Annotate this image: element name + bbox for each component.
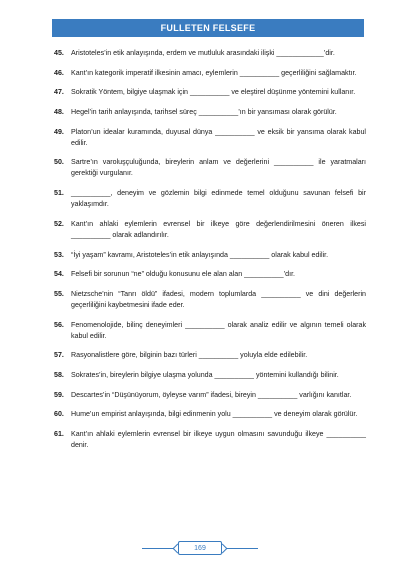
question-58: [54, 370, 366, 381]
question-list: [54, 48, 366, 460]
question-number: 51.: [54, 189, 64, 198]
question-text: Felsefi bir sorunun “ne” olduğu konusunu ele alan alan __________’dır.: [71, 270, 296, 279]
question-text: “İyi yaşam” kavramı, Aristoteles’in etik anlayışında __________ olarak kabul edilir.: [71, 250, 329, 259]
question-52: [54, 219, 366, 241]
question-57: [54, 350, 366, 361]
header-title: FULLETEN FELSEFE: [52, 19, 364, 37]
question-number: 48.: [54, 108, 64, 117]
question-54: [54, 269, 366, 280]
question-47: [54, 87, 366, 98]
question-56: [54, 320, 366, 342]
page-number: 169: [178, 541, 222, 555]
question-number: 57.: [54, 351, 64, 360]
question-61: [54, 429, 366, 451]
question-number: 46.: [54, 68, 64, 77]
question-text: __________, deneyim ve gözlemin bilgi edinmede temel olduğunu savunan felsefi bir yaklaşımdır.: [71, 189, 368, 209]
question-number: 61.: [54, 430, 64, 438]
question-text: Descartes’in “Düşünüyorum, öyleyse varım” ifadesi, bireyin __________ varlığını kanıtlar.: [71, 390, 352, 399]
question-59: [54, 390, 366, 401]
question-number: 56.: [54, 320, 64, 329]
question-number: 59.: [54, 390, 64, 399]
question-51: [54, 188, 366, 210]
question-number: 47.: [54, 88, 64, 97]
question-text: Rasyonalistlere göre, bilginin bazı türleri __________ yoluyla elde edilebilir.: [71, 351, 308, 360]
question-text: Nietzsche’nin “Tanrı öldü” ifadesi, modern toplumlarda __________ ve dini değerlerin geçerliliğini kaybetmesini ifade eder.: [71, 289, 368, 309]
question-number: 54.: [54, 270, 64, 279]
question-text: Kant’ın ahlaki eylemlerin evrensel bir ilkeye uygun olmasını savunduğu ilkeye __________ denir.: [71, 430, 368, 449]
question-number: 60.: [54, 410, 64, 419]
question-text: Platon’un idealar kuramında, duyusal dünya __________ ve eksik bir yansıma olarak kabul edilir.: [71, 127, 368, 147]
question-text: Sokratik Yöntem, bilgiye ulaşmak için __________ ve eleştirel düşünme yöntemini kullanır.: [71, 88, 356, 97]
question-text: Fenomenolojide, bilinç deneyimleri __________ olarak analiz edilir ve algının temeli olarak kabul edilir.: [71, 320, 368, 340]
question-text: Aristoteles’in etik anlayışında, erdem ve mutluluk arasındaki ilişki ____________’dir.: [71, 49, 335, 57]
question-text: Kant’ın kategorik imperatif ilkesinin amacı, eylemlerin __________ geçerliliğini sağlamaktır.: [71, 68, 357, 77]
question-number: 52.: [54, 219, 64, 228]
question-text: Hume’un empirist anlayışında, bilgi edinmenin yolu __________ ve deneyim olarak görülür.: [71, 410, 358, 419]
question-53: [54, 250, 366, 261]
question-number: 45.: [54, 49, 64, 57]
question-number: 53.: [54, 250, 64, 259]
question-text: Sartre’ın varoluşçuluğunda, bireylerin anlam ve değerlerini __________ ile yaratmaları gerektiği vurgulanır.: [71, 158, 368, 178]
question-text: Hegel’in tarih anlayışında, tarihsel süreç __________’ın bir yansıması olarak görülür.: [71, 108, 337, 117]
question-46: [54, 68, 366, 79]
question-number: 49.: [54, 127, 64, 136]
footer-divider-left: [142, 548, 174, 549]
question-49: [54, 127, 366, 149]
page-footer: [0, 540, 400, 558]
footer-divider-right: [226, 548, 258, 549]
question-number: 50.: [54, 158, 64, 167]
question-55: [54, 289, 366, 311]
question-50: [54, 157, 366, 179]
question-text: Kant’ın ahlaki eylemlerin evrensel bir ilkeye göre değerlendirilmesini öneren ilkesi __________ olarak adlandırılır.: [71, 219, 368, 239]
question-60: [54, 409, 366, 420]
question-number: 58.: [54, 370, 64, 379]
question-48: [54, 107, 366, 118]
question-number: 55.: [54, 289, 64, 298]
question-45: [54, 48, 366, 59]
question-text: Sokrates’in, bireylerin bilgiye ulaşma yolunda __________ yöntemini kullandığı bilinir.: [71, 370, 339, 379]
